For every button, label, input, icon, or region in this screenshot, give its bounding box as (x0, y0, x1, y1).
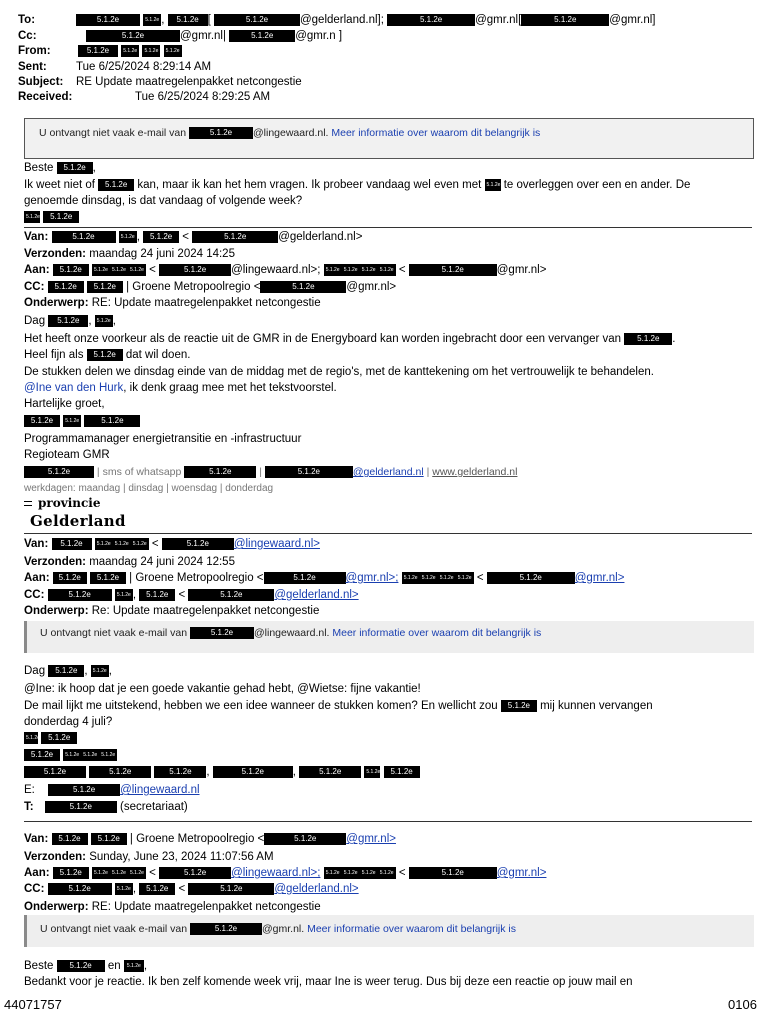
redaction: 5.1.2e (48, 784, 120, 796)
redaction: 5.1.2e (91, 833, 127, 845)
banner-info-link[interactable]: Meer informatie over waarom dit belangrijk is (331, 127, 541, 139)
redaction: 5.1.2e (420, 572, 438, 584)
redaction: 5.1.2e (192, 231, 278, 243)
signature-block (24, 749, 117, 761)
redaction: 5.1.2e (364, 766, 380, 778)
signature-team: Regioteam GMR (24, 449, 110, 461)
redaction: 5.1.2e (53, 867, 89, 879)
redaction: 5.1.2e (128, 264, 146, 276)
redaction: 5.1.2e (124, 960, 144, 972)
redaction: 5.1.2e (324, 264, 342, 276)
redaction: 5.1.2e (92, 264, 110, 276)
redaction: 5.1.2e (24, 466, 94, 478)
redaction: 5.1.2e (264, 572, 346, 584)
redaction: 5.1.2e (131, 538, 149, 550)
sent-value: Tue 6/25/2024 8:29:14 AM (76, 61, 212, 73)
msg1-cc: CC: 5.1.2e 5.1.2e | Groene Metropoolregio < 5.1.2e @gmr.nl> (24, 281, 397, 294)
redaction: 5.1.2e (188, 883, 274, 895)
redaction: 5.1.2e (48, 589, 112, 601)
redaction: 5.1.2e (360, 264, 378, 276)
redaction: 5.1.2e (41, 732, 77, 744)
redaction: 5.1.2e (378, 867, 396, 879)
document-id: 44071757 (4, 997, 62, 1012)
redaction: 5.1.2e (86, 30, 180, 42)
external-sender-banner: U ontvangt niet vaak e-mail van 5.1.2e @lingewaard.nl. Meer informatie over waarom dit belangrijk is (24, 118, 754, 159)
redaction: 5.1.2e (229, 30, 295, 42)
redaction: 5.1.2e (154, 766, 206, 778)
website-link[interactable]: www.gelderland.nl (432, 466, 518, 478)
redaction: 5.1.2e (128, 867, 146, 879)
province-logo-name: Gelderland (30, 512, 126, 530)
closing: Hartelijke groet, (24, 398, 105, 410)
mention-link[interactable]: @Ine van den Hurk (24, 382, 124, 394)
body-line: Ik weet niet of 5.1.2e kan, maar ik kan het hem vragen. Ik probeer vandaag wel even met 5.1.2e te overleggen over een en ander. De (24, 179, 691, 192)
redaction: 5.1.2e (360, 867, 378, 879)
subject-value: RE Update maatregelenpakket netcongestie (76, 76, 302, 88)
to-label: To: (18, 14, 36, 26)
signature-name (24, 415, 140, 427)
external-sender-banner: U ontvangt niet vaak e-mail van 5.1.2e @lingewaard.nl. Meer informatie over waarom dit belangrijk is (24, 621, 754, 653)
redaction: 5.1.2e (53, 264, 89, 276)
redaction: 5.1.2e (52, 538, 92, 550)
redaction: 5.1.2e (43, 211, 79, 223)
werkdagen: werkdagen: maandag | dinsdag | woensdag | donderdag (24, 483, 274, 494)
body-line: Heel fijn als 5.1.2e dat wil doen. (24, 349, 191, 362)
redaction: 5.1.2e (143, 14, 161, 26)
msg2-dag: Dag 5.1.2e , 5.1.2e , (24, 665, 112, 678)
external-sender-banner: U ontvangt niet vaak e-mail van 5.1.2e @gmr.nl. Meer informatie over waarom dit belangrijk is (24, 915, 754, 947)
redaction: 5.1.2e (24, 732, 38, 744)
email-link[interactable]: @lingewaard.nl (120, 784, 200, 797)
redaction: 5.1.2e (168, 14, 208, 26)
redaction: 5.1.2e (57, 162, 93, 174)
redaction: 5.1.2e (52, 231, 116, 243)
redaction: 5.1.2e (159, 867, 231, 879)
subject-label: Subject: (18, 76, 64, 88)
redaction: 5.1.2e (624, 333, 672, 345)
redaction: 5.1.2e (264, 833, 346, 845)
msg2-onderwerp: Onderwerp: Re: Update maatregelenpakket netcongestie (24, 605, 320, 617)
redaction: 5.1.2e (45, 801, 117, 813)
signature (24, 211, 79, 223)
redaction: 5.1.2e (487, 572, 575, 584)
signature-name (24, 732, 77, 744)
received-label: Received: (18, 91, 73, 103)
msg3-verzonden: Verzonden: Sunday, June 23, 2024 11:07:56 AM (24, 851, 274, 863)
redaction: 5.1.2e (24, 749, 60, 761)
body-line: Bedankt voor je reactie. Ik ben zelf komende week vrij, maar Ine is weer terug. Dus bij deze een reactie op jouw mail en (24, 976, 633, 988)
signature-role: Programmamanager energietransitie en -infrastructuur (24, 433, 302, 445)
redaction: 5.1.2e (95, 538, 113, 550)
redaction: 5.1.2e (342, 264, 360, 276)
redaction: 5.1.2e (78, 45, 118, 57)
greeting: Beste 5.1.2e , (24, 162, 96, 175)
banner-info-link[interactable]: Meer informatie over waarom dit belangrijk is (332, 627, 542, 639)
redaction: 5.1.2e (342, 867, 360, 879)
redaction: 5.1.2e (90, 572, 126, 584)
received-value: Tue 6/25/2024 8:29:25 AM (135, 91, 271, 103)
redaction: 5.1.2e (84, 415, 140, 427)
redaction: 5.1.2e (159, 264, 231, 276)
redaction: 5.1.2e (139, 589, 175, 601)
signature-email: E: 5.1.2e @lingewaard.nl (24, 784, 200, 797)
signature-block: 5.1.2e 5.1.2e 5.1.2e , 5.1.2e , 5.1.2e 5.1.2e 5.1.2e (24, 766, 420, 778)
msg1-van: Van: 5.1.2e 5.1.2e , 5.1.2e < 5.1.2e @gelderland.nl> (24, 231, 363, 244)
redaction: 5.1.2e (119, 231, 137, 243)
msg2-aan: Aan: 5.1.2e 5.1.2e | Groene Metropoolregio < 5.1.2e @gmr.nl>; 5.1.2e 5.1.2e 5.1.2e 5.1.2e < 5.1.2e @gmr.nl> (24, 572, 625, 585)
redaction: 5.1.2e (402, 572, 420, 584)
sent-label: Sent: (18, 61, 47, 73)
redaction: 5.1.2e (387, 14, 475, 26)
redaction: 5.1.2e (213, 766, 293, 778)
redaction: 5.1.2e (48, 315, 88, 327)
msg1-onderwerp: Onderwerp: RE: Update maatregelenpakket netcongestie (24, 297, 321, 309)
redaction: 5.1.2e (384, 766, 420, 778)
redaction: 5.1.2e (139, 883, 175, 895)
cc-label: Cc: (18, 30, 37, 42)
divider (24, 227, 752, 228)
redaction: 5.1.2e (521, 14, 609, 26)
body-line: genoemde dinsdag, is dat vandaag of volgende week? (24, 195, 303, 207)
redaction: 5.1.2e (501, 700, 537, 712)
msg1-dag: Dag 5.1.2e , 5.1.2e , (24, 315, 116, 328)
redaction: 5.1.2e (190, 627, 254, 639)
email-link[interactable]: @gelderland.nl (352, 466, 424, 478)
banner-info-link[interactable]: Meer informatie over waarom dit belangrijk is (307, 923, 517, 935)
redaction: 5.1.2e (485, 179, 501, 191)
redaction: 5.1.2e (214, 14, 300, 26)
msg2-van: Van: 5.1.2e 5.1.2e 5.1.2e 5.1.2e < 5.1.2e @lingewaard.nl> (24, 538, 320, 551)
signature-phone: T: 5.1.2e (secretariaat) (24, 801, 188, 814)
redaction: 5.1.2e (87, 349, 123, 361)
province-logo: provincie (24, 496, 100, 510)
redaction: 5.1.2e (24, 766, 86, 778)
redaction: 5.1.2e (188, 589, 274, 601)
redaction: 5.1.2e (95, 315, 113, 327)
redaction: 5.1.2e (63, 749, 81, 761)
redaction: 5.1.2e (142, 45, 160, 57)
redaction: 5.1.2e (48, 281, 84, 293)
redaction: 5.1.2e (260, 281, 346, 293)
redaction: 5.1.2e (113, 538, 131, 550)
msg3-van: Van: 5.1.2e 5.1.2e | Groene Metropoolregio < 5.1.2e @gmr.nl> (24, 833, 396, 846)
redaction: 5.1.2e (91, 665, 109, 677)
redaction: 5.1.2e (456, 572, 474, 584)
redaction: 5.1.2e (53, 572, 87, 584)
logo-mark-icon (24, 501, 32, 506)
redaction: 5.1.2e (110, 867, 128, 879)
cc-recipients: 5.1.2e @gmr.nl| 5.1.2e @gmr.n ] (86, 30, 342, 42)
redaction: 5.1.2e (48, 883, 112, 895)
page-number: 0106 (728, 997, 757, 1012)
divider (24, 533, 752, 534)
redaction: 5.1.2e (98, 179, 134, 191)
msg1-aan: Aan: 5.1.2e 5.1.2e 5.1.2e 5.1.2e < 5.1.2e @lingewaard.nl>; 5.1.2e 5.1.2e 5.1.2e 5.1.2e < 5.1.2e @gmr.nl> (24, 264, 547, 277)
redaction: 5.1.2e (63, 415, 81, 427)
redaction: 5.1.2e (409, 867, 497, 879)
redaction: 5.1.2e (52, 833, 88, 845)
redaction: 5.1.2e (190, 923, 262, 935)
redaction: 5.1.2e (48, 665, 84, 677)
redaction: 5.1.2e (92, 867, 110, 879)
body-line: @Ine: ik hoop dat je een goede vakantie gehad hebt, @Wietse: fijne vakantie! (24, 683, 421, 695)
redaction: 5.1.2e (438, 572, 456, 584)
redaction: 5.1.2e (110, 264, 128, 276)
redaction: 5.1.2e (89, 766, 151, 778)
redaction: 5.1.2e (57, 960, 105, 972)
signature-contact: 5.1.2e | sms of whatsapp 5.1.2e | 5.1.2e @gelderland.nl | www.gelderland.nl (24, 466, 517, 478)
redaction: 5.1.2e (162, 538, 234, 550)
redaction: 5.1.2e (24, 415, 60, 427)
from-label: From: (18, 45, 51, 57)
msg2-verzonden: Verzonden: maandag 24 juni 2024 12:55 (24, 556, 235, 568)
redaction: 5.1.2e (324, 867, 342, 879)
redaction: 5.1.2e (409, 264, 497, 276)
redaction: 5.1.2e (87, 281, 123, 293)
redaction: 5.1.2e (24, 211, 40, 223)
redaction: 5.1.2e (121, 45, 139, 57)
redaction: 5.1.2e (115, 589, 133, 601)
redaction: 5.1.2e (143, 231, 179, 243)
msg3-aan: Aan: 5.1.2e 5.1.2e 5.1.2e 5.1.2e < 5.1.2e @lingewaard.nl>; 5.1.2e 5.1.2e 5.1.2e 5.1.2e < 5.1.2e @gmr.nl> (24, 867, 547, 880)
redaction: 5.1.2e (184, 466, 256, 478)
body-line: Het heeft onze voorkeur als de reactie uit de GMR in de Energyboard kan worden ingebracht door een vervanger van 5.1.2e . (24, 333, 676, 346)
redaction: 5.1.2e (99, 749, 117, 761)
redaction: 5.1.2e (115, 883, 133, 895)
redaction: 5.1.2e (189, 127, 253, 139)
redaction: 5.1.2e (76, 14, 140, 26)
msg2-cc: CC: 5.1.2e 5.1.2e , 5.1.2e < 5.1.2e @gelderland.nl> (24, 589, 359, 602)
redaction: 5.1.2e (81, 749, 99, 761)
msg1-verzonden: Verzonden: maandag 24 juni 2024 14:25 (24, 248, 235, 260)
redaction: 5.1.2e (299, 766, 361, 778)
redaction: 5.1.2e (378, 264, 396, 276)
body-line: @Ine van den Hurk, ik denk graag mee met het tekstvoorstel. (24, 382, 337, 394)
body-line: De mail lijkt me uitstekend, hebben we een idee wanneer de stukken komen? En wellicht zou 5.1.2e mij kunnen vervangen (24, 700, 653, 713)
msg3-greeting: Beste 5.1.2e en 5.1.2e , (24, 960, 148, 973)
redaction: 5.1.2e (265, 466, 353, 478)
msg3-cc: CC: 5.1.2e 5.1.2e , 5.1.2e < 5.1.2e @gelderland.nl> (24, 883, 359, 896)
divider (24, 821, 752, 822)
to-recipients: 5.1.2e 5.1.2e , 5.1.2e [ 5.1.2e @gelderland.nl]; 5.1.2e @gmr.nl[ 5.1.2e @gmr.nl] (76, 14, 655, 26)
from-sender (78, 45, 182, 57)
body-line: donderdag 4 juli? (24, 716, 113, 728)
redaction: 5.1.2e (164, 45, 182, 57)
msg3-onderwerp: Onderwerp: RE: Update maatregelenpakket netcongestie (24, 901, 321, 913)
body-line: De stukken delen we dinsdag einde van de middag met de regio's, met de kanttekening om het vertrouwelijk te behandelen. (24, 366, 654, 378)
